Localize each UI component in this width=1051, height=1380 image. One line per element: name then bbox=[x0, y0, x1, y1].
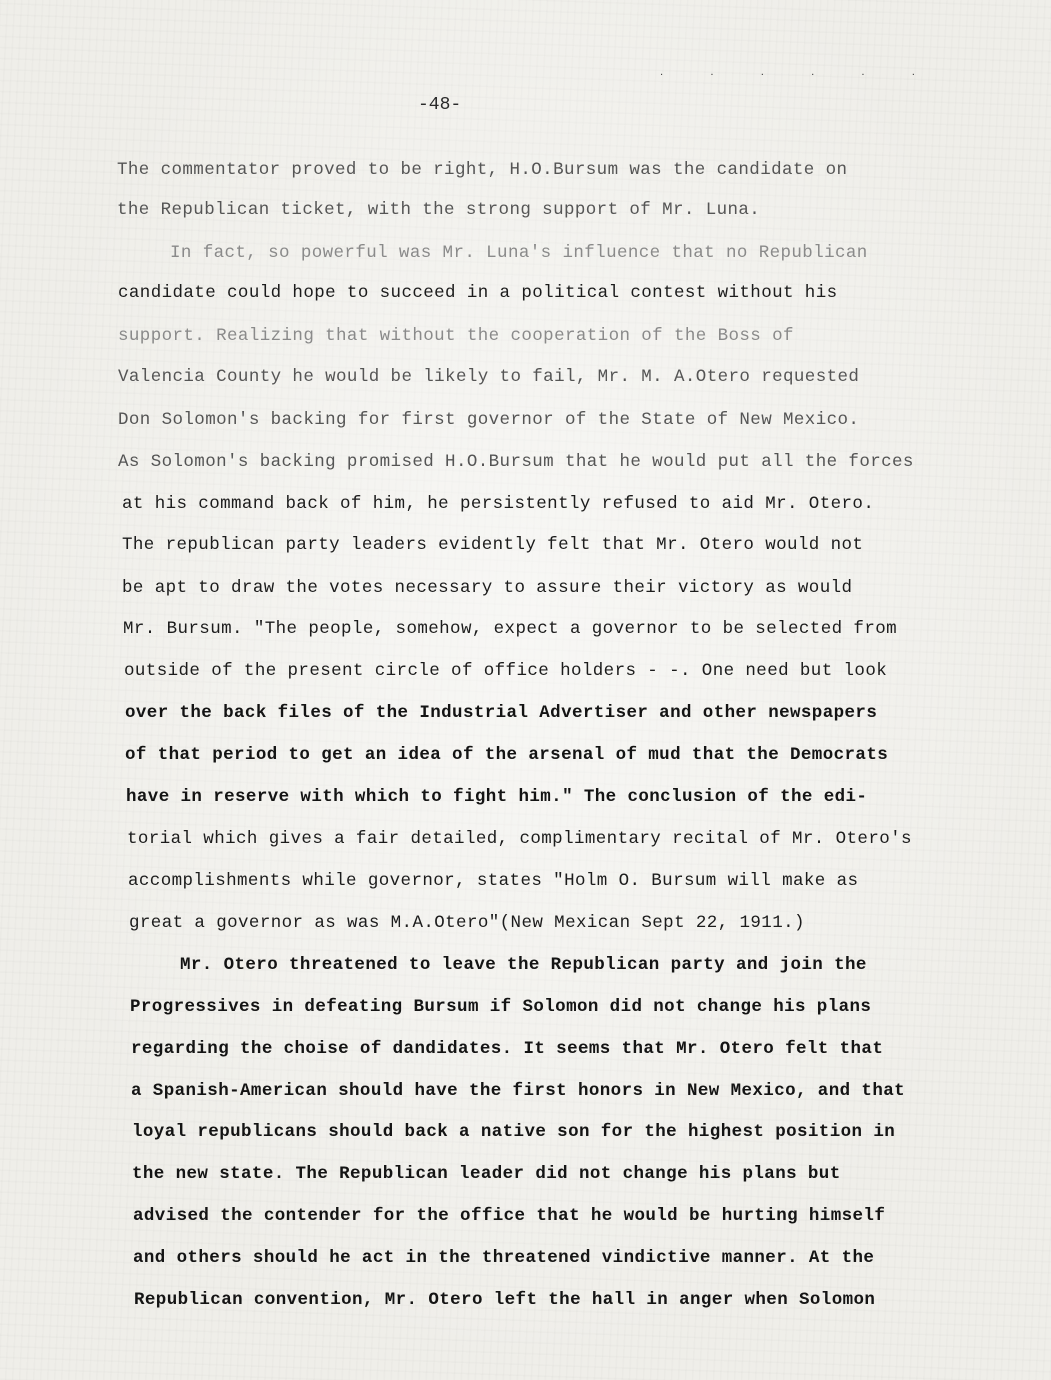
text-line-18: accomplishments while governor, states "Holm O. Bursum will make as bbox=[128, 871, 859, 891]
text-line-5: support. Realizing that without the cooperation of the Boss of bbox=[118, 326, 794, 346]
text-line-12: Mr. Bursum. "The people, somehow, expect a governor to be selected from bbox=[123, 619, 898, 639]
text-line-25: the new state. The Republican leader did not change his plans but bbox=[132, 1164, 841, 1184]
text-line-27: and others should he act in the threatened vindictive manner. At the bbox=[133, 1248, 875, 1268]
text-line-6: Valencia County he would be likely to fail, Mr. M. A.Otero requested bbox=[118, 367, 860, 387]
text-line-11: be apt to draw the votes necessary to assure their victory as would bbox=[122, 578, 853, 598]
text-line-7: Don Solomon's backing for first governor of the State of New Mexico. bbox=[118, 410, 860, 430]
text-line-4: candidate could hope to succeed in a political contest without his bbox=[118, 283, 838, 303]
text-line-1: The commentator proved to be right, H.O.Bursum was the candidate on bbox=[117, 160, 848, 180]
ink-specks: · · · · · · bbox=[660, 70, 937, 81]
text-line-3: In fact, so powerful was Mr. Luna's influence that no Republican bbox=[170, 243, 868, 263]
text-line-26: advised the contender for the office that he would be hurting himself bbox=[133, 1206, 886, 1226]
text-line-23: a Spanish-American should have the first honors in New Mexico, and that bbox=[131, 1081, 906, 1101]
text-line-13: outside of the present circle of office holders - -. One need but look bbox=[124, 661, 888, 681]
page-number: -48- bbox=[418, 95, 462, 115]
text-line-14: over the back files of the Industrial Advertiser and other newspapers bbox=[125, 703, 878, 723]
text-line-22: regarding the choise of dandidates. It seems that Mr. Otero felt that bbox=[131, 1039, 884, 1059]
text-line-16: have in reserve with which to fight him." The conclusion of the edi- bbox=[126, 787, 868, 807]
text-line-28: Republican convention, Mr. Otero left the hall in anger when Solomon bbox=[134, 1290, 876, 1310]
text-line-19: great a governor as was M.A.Otero"(New Mexican Sept 22, 1911.) bbox=[129, 913, 805, 933]
text-line-10: The republican party leaders evidently felt that Mr. Otero would not bbox=[122, 535, 864, 555]
text-line-20: Mr. Otero threatened to leave the Republican party and join the bbox=[180, 955, 867, 975]
text-line-17: torial which gives a fair detailed, complimentary recital of Mr. Otero's bbox=[127, 829, 912, 849]
text-line-9: at his command back of him, he persistently refused to aid Mr. Otero. bbox=[122, 494, 875, 514]
text-line-24: loyal republicans should back a native son for the highest position in bbox=[132, 1122, 896, 1142]
text-line-15: of that period to get an idea of the arsenal of mud that the Democrats bbox=[125, 745, 889, 765]
text-line-8: As Solomon's backing promised H.O.Bursum that he would put all the forces bbox=[118, 452, 914, 472]
text-line-21: Progressives in defeating Bursum if Solomon did not change his plans bbox=[130, 997, 872, 1017]
text-line-2: the Republican ticket, with the strong support of Mr. Luna. bbox=[117, 200, 761, 220]
